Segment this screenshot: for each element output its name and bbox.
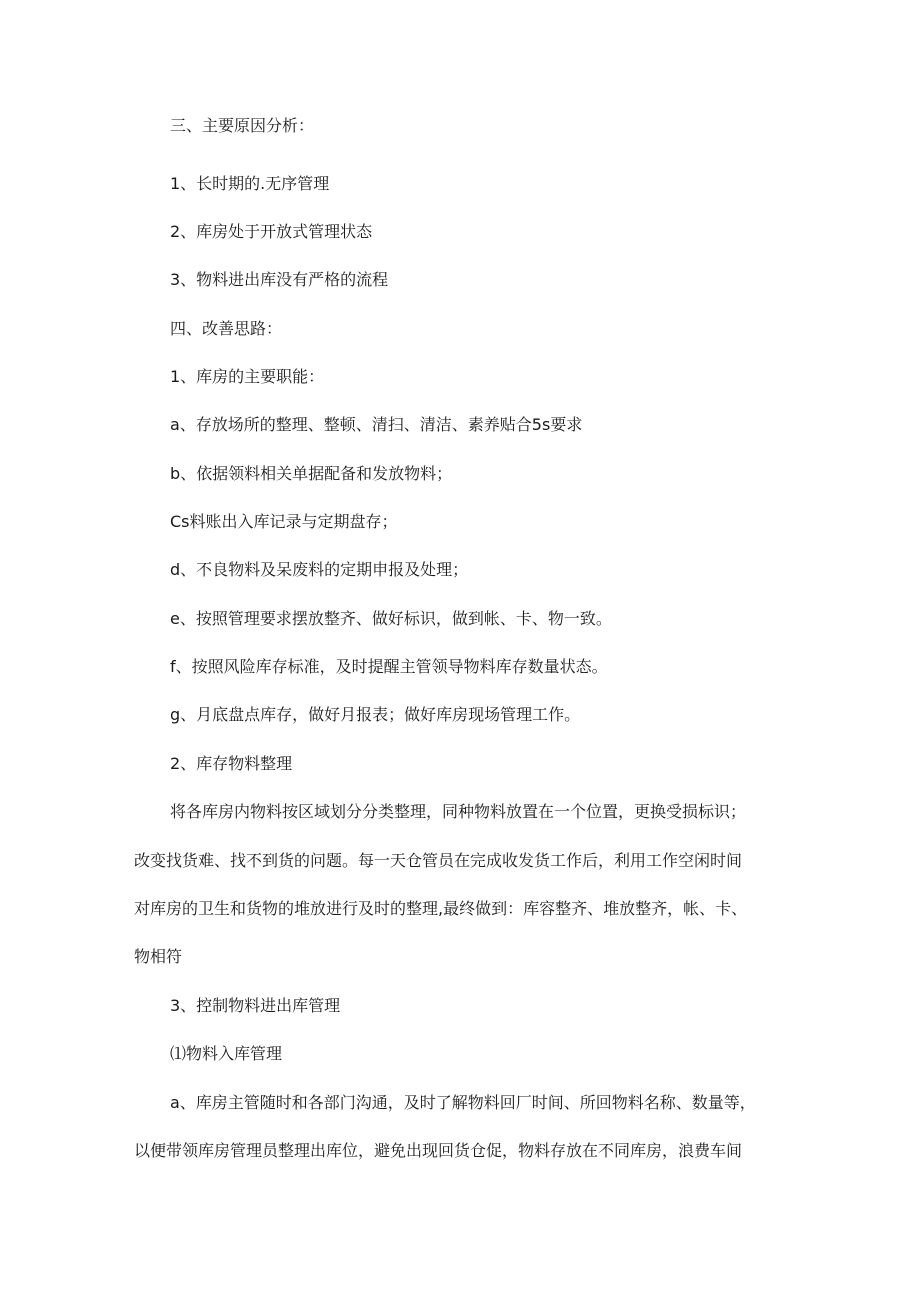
cause-item-1: 1、长时期的.无序管理 xyxy=(170,174,330,193)
paragraph-line: a、库房主管随时和各部门沟通，及时了解物料回厂时间、所回物料名称、数量等， xyxy=(170,1093,756,1112)
function-item-f: f、按照风险库存标准，及时提醒主管领导物料库存数量状态。 xyxy=(170,657,608,676)
paragraph-line: 对库房的卫生和货物的堆放进行及时的整理,最终做到：库容整齐、堆放整齐，帐、卡、 xyxy=(134,899,748,918)
paragraph-line: 以便带领库房管理员整理出库位，避免出现回货仓促，物料存放在不同库房，浪费车间 xyxy=(134,1141,743,1160)
cause-item-2: 2、库房处于开放式管理状态 xyxy=(170,222,373,241)
subheading-inbound-management: ⑴物料入库管理 xyxy=(170,1044,283,1063)
subheading-inout-control: 3、控制物料进出库管理 xyxy=(170,996,341,1015)
paragraph-line: 改变找货难、找不到货的问题。每一天仓管员在完成收发货工作后，利用工作空闲时间 xyxy=(134,851,743,870)
section-heading-improvement: 四、改善思路： xyxy=(170,319,283,338)
paragraph-line: 将各库房内物料按区域划分分类整理，同种物料放置在一个位置，更换受损标识； xyxy=(170,802,747,821)
function-item-b: b、依据领料相关单据配备和发放物料； xyxy=(170,464,453,483)
function-item-a: a、存放场所的整理、整顿、清扫、清洁、素养贴合5s要求 xyxy=(170,415,583,434)
subheading-inventory-organization: 2、库存物料整理 xyxy=(170,754,293,773)
function-item-e: e、按照管理要求摆放整齐、做好标识，做到帐、卡、物一致。 xyxy=(170,609,612,628)
cause-item-3: 3、物料进出库没有严格的流程 xyxy=(170,270,389,289)
function-item-d: d、不良物料及呆废料的定期申报及处理； xyxy=(170,560,469,579)
subheading-main-functions: 1、库房的主要职能： xyxy=(170,367,325,386)
paragraph-line: 物相符 xyxy=(134,947,183,966)
function-item-g: g、月底盘点库存，做好月报表；做好库房现场管理工作。 xyxy=(170,705,581,724)
section-heading-causes: 三、主要原因分析： xyxy=(170,116,315,135)
function-item-c: Cs料账出入库记录与定期盘存； xyxy=(170,512,398,531)
